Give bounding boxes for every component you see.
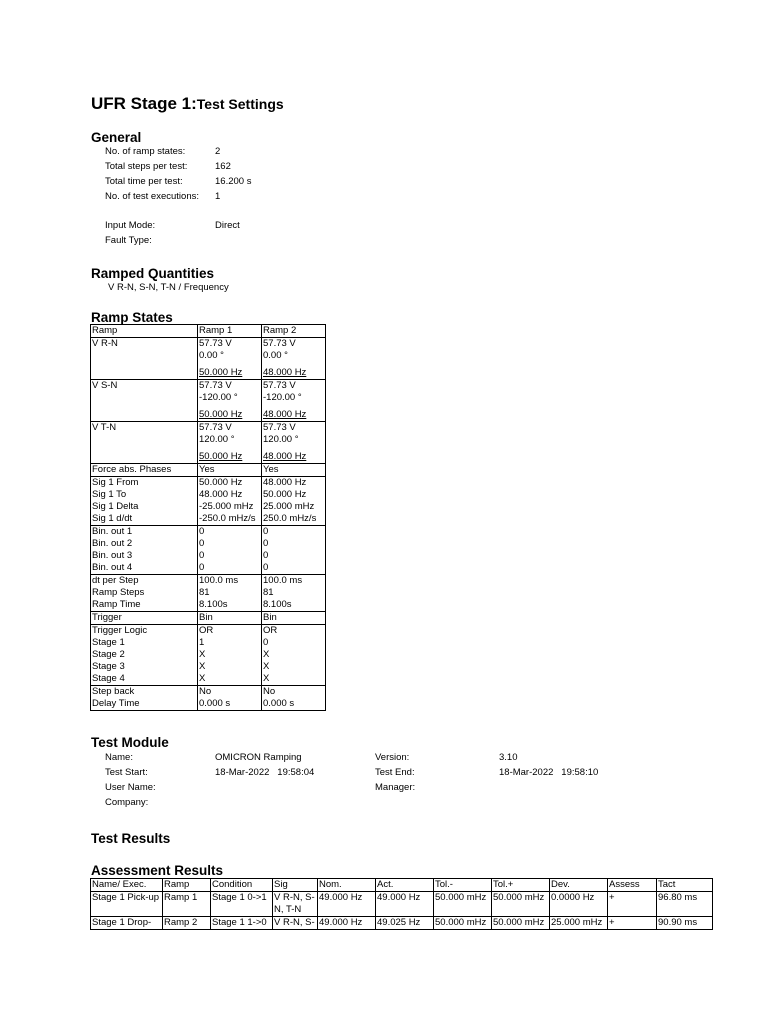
page-title: UFR Stage 1:Test Settings	[91, 94, 284, 113]
test-results-heading: Test Results	[91, 831, 171, 846]
ramped-quantities-text: V R-N, S-N, T-N / Frequency	[108, 282, 229, 293]
table-row: V R-N 57.73 V 0.00 ° 50.000 Hz 57.73 V 0.00 ° 48.000 Hz	[91, 338, 326, 380]
input-settings: Input Mode: Direct Fault Type:	[105, 220, 240, 246]
table-row: Step back Delay Time No 0.000 s No 0.000 s	[91, 686, 326, 711]
table-row: Stage 1 Drop- Ramp 2 Stage 1 1->0 V R-N, S- 49.000 Hz 49.025 Hz 50.000 mHz 50.000 mHz 25.000 mHz + 90.90 ms	[91, 917, 713, 930]
general-settings: No. of ramp states: 2 Total steps per test: 162 Total time per test: 16.200 s No. of test executions: 1	[105, 146, 252, 202]
table-row: dt per Step Ramp Steps Ramp Time 100.0 ms 81 8.100s 100.0 ms 81 8.100s	[91, 575, 326, 612]
table-row: Stage 1 Pick-up Ramp 1 Stage 1 0->1 V R-N, S-N, T-N 49.000 Hz 49.000 Hz 50.000 mHz 50.000 mHz 0.0000 Hz + 96.80 ms	[91, 892, 713, 917]
table-row: Bin. out 1 Bin. out 2 Bin. out 3 Bin. out 4 0 0 0 0 0 0 0 0	[91, 526, 326, 575]
assessment-heading: Assessment Results	[91, 863, 224, 878]
ramp-states-table	[90, 324, 326, 711]
general-heading: General	[91, 130, 142, 145]
ramped-quantities-heading: Ramped Quantities	[91, 266, 215, 281]
table-row: Sig 1 From Sig 1 To Sig 1 Delta Sig 1 d/dt 50.000 Hz 48.000 Hz -25.000 mHz -250.0 mHz/s 48.000 Hz 50.000 Hz 25.000 mHz 250.0 mHz/s	[91, 477, 326, 526]
table-row: Name/ Exec. Ramp Condition Sig Nom. Act. Tol.- Tol.+ Dev. Assess Tact	[91, 879, 713, 892]
ramp-states-heading: Ramp States	[91, 310, 173, 325]
assessment-table	[90, 878, 713, 930]
table-row: Trigger Logic Stage 1 Stage 2 Stage 3 Stage 4 OR 1 X X X OR 0 X X X	[91, 625, 326, 686]
table-row: V T-N 57.73 V 120.00 ° 50.000 Hz 57.73 V 120.00 ° 48.000 Hz	[91, 422, 326, 464]
table-row: Force abs. Phases Yes Yes	[91, 464, 326, 477]
table-row: V S-N 57.73 V -120.00 ° 50.000 Hz 57.73 V -120.00 ° 48.000 Hz	[91, 380, 326, 422]
test-module-info: Name: OMICRON Ramping Version: 3.10 Test Start: 18-Mar-2022 19:58:04 Test End: 18-Mar-2022 19:58:10 User Name: Manager: Company:	[105, 752, 599, 808]
table-row: Trigger Bin Bin	[91, 612, 326, 625]
test-module-heading: Test Module	[91, 735, 169, 750]
table-row: Ramp Ramp 1 Ramp 2	[91, 325, 326, 338]
